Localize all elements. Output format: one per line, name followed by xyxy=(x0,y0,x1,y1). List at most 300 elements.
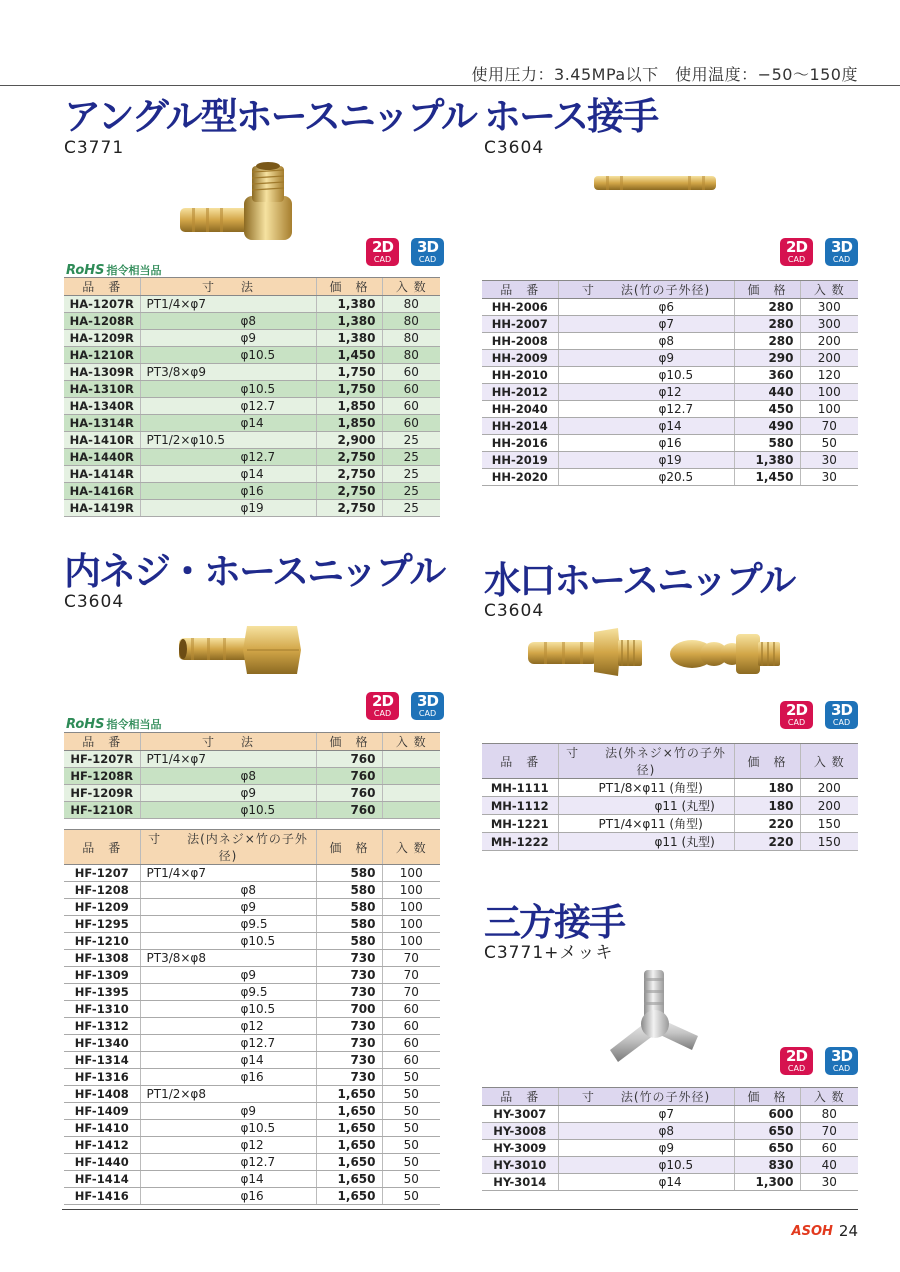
col-header: 寸 法 xyxy=(140,278,316,296)
spec-table-hose xyxy=(482,280,858,486)
price-cell: 580 xyxy=(316,933,382,950)
quantity-cell: 25 xyxy=(382,500,440,517)
part-number-cell: HF-1316 xyxy=(64,1069,140,1086)
dimension-cell: φ9 xyxy=(140,330,316,347)
price-cell: 700 xyxy=(316,1001,382,1018)
faucet-nipple-image xyxy=(522,622,792,682)
price-cell: 440 xyxy=(734,384,800,401)
quantity-cell: 60 xyxy=(382,415,440,432)
part-number-cell: HF-1295 xyxy=(64,916,140,933)
price-cell: 360 xyxy=(734,367,800,384)
price-cell: 580 xyxy=(734,435,800,452)
cad-badges-angle xyxy=(366,238,444,266)
quantity-cell: 60 xyxy=(382,1035,440,1052)
col-header: 品 番 xyxy=(482,281,558,299)
price-cell: 650 xyxy=(734,1140,800,1157)
part-number-cell: HF-1208 xyxy=(64,882,140,899)
price-cell: 760 xyxy=(316,751,382,768)
table-row xyxy=(64,967,440,984)
dimension-cell: φ8 xyxy=(558,1123,734,1140)
part-number-cell: HF-1207R xyxy=(64,751,140,768)
price-cell: 580 xyxy=(316,865,382,882)
table-row xyxy=(64,1001,440,1018)
part-number-cell: HH-2010 xyxy=(482,367,558,384)
price-cell: 1,650 xyxy=(316,1086,382,1103)
price-cell: 580 xyxy=(316,916,382,933)
dimension-cell: φ10.5 xyxy=(140,802,316,819)
dimension-cell: φ10.5 xyxy=(558,1157,734,1174)
material-faucet: C3604 xyxy=(484,601,545,621)
dimension-cell: φ12 xyxy=(558,384,734,401)
part-number-cell: HA-1310R xyxy=(64,381,140,398)
part-number-cell: HA-1209R xyxy=(64,330,140,347)
dimension-cell: φ14 xyxy=(140,1171,316,1188)
price-cell: 290 xyxy=(734,350,800,367)
hose-joint-image xyxy=(592,168,718,198)
dimension-cell: φ20.5 xyxy=(558,469,734,486)
quantity-cell: 60 xyxy=(382,398,440,415)
price-cell: 280 xyxy=(734,299,800,316)
table-row xyxy=(64,899,440,916)
usage-conditions: 使用圧力：3.45MPa以下 使用温度：−50〜150度 xyxy=(471,65,858,84)
table-row xyxy=(64,330,440,347)
table-row xyxy=(64,1188,440,1205)
cad-badges-hose xyxy=(780,238,858,266)
table-row xyxy=(64,950,440,967)
quantity-cell: 50 xyxy=(382,1086,440,1103)
price-cell: 450 xyxy=(734,401,800,418)
cad-3d-badge[interactable]: 3D CAD xyxy=(825,1047,858,1075)
part-number-cell: MH-1112 xyxy=(482,797,558,815)
price-cell: 1,380 xyxy=(316,313,382,330)
part-number-cell: HF-1440 xyxy=(64,1154,140,1171)
table-row xyxy=(482,1123,858,1140)
quantity-cell: 60 xyxy=(382,364,440,381)
table-row xyxy=(64,483,440,500)
table-row xyxy=(482,1157,858,1174)
dimension-cell: PT1/4×φ11 (角型) xyxy=(558,815,734,833)
table-row xyxy=(64,432,440,449)
part-number-cell: HA-1210R xyxy=(64,347,140,364)
quantity-cell: 200 xyxy=(800,779,858,797)
dimension-cell: φ14 xyxy=(140,466,316,483)
quantity-cell: 50 xyxy=(382,1154,440,1171)
cad-3d-badge[interactable]: 3D CAD xyxy=(825,701,858,729)
part-number-cell: MH-1221 xyxy=(482,815,558,833)
col-header: 価 格 xyxy=(316,830,382,865)
material-angle: C3771 xyxy=(64,138,125,158)
col-header: 品 番 xyxy=(64,830,140,865)
dimension-cell: φ16 xyxy=(558,435,734,452)
dimension-cell: φ12.7 xyxy=(140,1154,316,1171)
price-cell: 650 xyxy=(734,1123,800,1140)
dimension-cell: φ14 xyxy=(140,415,316,432)
table-row xyxy=(64,466,440,483)
price-cell: 1,650 xyxy=(316,1120,382,1137)
price-cell: 1,450 xyxy=(316,347,382,364)
quantity-cell: 80 xyxy=(382,330,440,347)
table-row xyxy=(64,1069,440,1086)
part-number-cell: HA-1416R xyxy=(64,483,140,500)
part-number-cell: HH-2019 xyxy=(482,452,558,469)
quantity-cell: 80 xyxy=(800,1106,858,1123)
tee-joint-image xyxy=(600,966,710,1070)
part-number-cell: HF-1395 xyxy=(64,984,140,1001)
table-row xyxy=(482,797,858,815)
price-cell: 180 xyxy=(734,797,800,815)
quantity-cell: 100 xyxy=(382,899,440,916)
cad-3d-badge[interactable]: 3D CAD xyxy=(825,238,858,266)
price-cell: 2,750 xyxy=(316,483,382,500)
dimension-cell: φ7 xyxy=(558,316,734,333)
section-title-hose: ホース接手 xyxy=(484,95,658,138)
part-number-cell: HH-2014 xyxy=(482,418,558,435)
quantity-cell: 40 xyxy=(800,1157,858,1174)
material-hose: C3604 xyxy=(484,138,545,158)
col-header: 価 格 xyxy=(734,744,800,779)
dimension-cell: φ12 xyxy=(140,1018,316,1035)
table-row xyxy=(64,500,440,517)
dimension-cell: PT1/8×φ11 (角型) xyxy=(558,779,734,797)
cad-3d-badge[interactable]: 3D CAD xyxy=(411,238,444,266)
dimension-cell: φ10.5 xyxy=(558,367,734,384)
quantity-cell: 50 xyxy=(382,1103,440,1120)
part-number-cell: HA-1207R xyxy=(64,296,140,313)
part-number-cell: HY-3014 xyxy=(482,1174,558,1191)
quantity-cell: 150 xyxy=(800,815,858,833)
quantity-cell: 80 xyxy=(382,347,440,364)
part-number-cell: HF-1208R xyxy=(64,768,140,785)
dimension-cell: φ16 xyxy=(140,1069,316,1086)
part-number-cell: HF-1209R xyxy=(64,785,140,802)
part-number-cell: HA-1340R xyxy=(64,398,140,415)
table-row xyxy=(64,865,440,882)
part-number-cell: HA-1414R xyxy=(64,466,140,483)
part-number-cell: HF-1207 xyxy=(64,865,140,882)
price-cell: 1,650 xyxy=(316,1103,382,1120)
part-number-cell: MH-1222 xyxy=(482,833,558,851)
dimension-cell: φ9 xyxy=(558,1140,734,1157)
cad-2d-badge[interactable]: 2D CAD xyxy=(780,238,813,266)
dimension-cell: φ10.5 xyxy=(140,1001,316,1018)
quantity-cell: 80 xyxy=(382,313,440,330)
price-cell: 180 xyxy=(734,779,800,797)
quantity-cell: 100 xyxy=(382,865,440,882)
quantity-cell: 300 xyxy=(800,299,858,316)
part-number-cell: HH-2008 xyxy=(482,333,558,350)
section-title-female: 内ネジ・ホースニップル xyxy=(64,550,445,593)
table-row xyxy=(482,833,858,851)
table-row xyxy=(64,1035,440,1052)
cad-badges-female xyxy=(366,692,444,720)
col-header: 価 格 xyxy=(316,278,382,296)
quantity-cell: 50 xyxy=(382,1069,440,1086)
part-number-cell: HF-1412 xyxy=(64,1137,140,1154)
price-cell: 1,380 xyxy=(734,452,800,469)
table-row xyxy=(64,415,440,432)
price-cell: 1,300 xyxy=(734,1174,800,1191)
dimension-cell: φ8 xyxy=(558,333,734,350)
table-row xyxy=(64,381,440,398)
quantity-cell: 200 xyxy=(800,350,858,367)
female-nipple-image xyxy=(175,620,305,680)
part-number-cell: HH-2012 xyxy=(482,384,558,401)
price-cell: 1,380 xyxy=(316,296,382,313)
price-cell: 760 xyxy=(316,785,382,802)
quantity-cell: 70 xyxy=(382,967,440,984)
table-row xyxy=(64,984,440,1001)
dimension-cell: φ9.5 xyxy=(140,916,316,933)
quantity-cell: 30 xyxy=(800,469,858,486)
part-number-cell: HA-1309R xyxy=(64,364,140,381)
page-number: 24 xyxy=(838,1222,858,1240)
col-header: 寸 法(竹の子外径) xyxy=(558,1088,734,1106)
rohs-label-female: RoHS 指令相当品 xyxy=(66,717,162,732)
price-cell: 2,900 xyxy=(316,432,382,449)
table-row xyxy=(64,449,440,466)
dimension-cell: PT3/8×φ8 xyxy=(140,950,316,967)
price-cell: 760 xyxy=(316,802,382,819)
col-header: 価 格 xyxy=(734,281,800,299)
page-footer xyxy=(792,1222,858,1240)
table-row xyxy=(64,1154,440,1171)
part-number-cell: HH-2009 xyxy=(482,350,558,367)
part-number-cell: HF-1416 xyxy=(64,1188,140,1205)
table-row xyxy=(482,1140,858,1157)
col-header: 品 番 xyxy=(64,733,140,751)
part-number-cell: HF-1308 xyxy=(64,950,140,967)
part-number-cell: HF-1414 xyxy=(64,1171,140,1188)
quantity-cell: 100 xyxy=(800,384,858,401)
table-row xyxy=(482,452,858,469)
table-row xyxy=(482,384,858,401)
quantity-cell xyxy=(382,751,440,768)
dimension-cell: φ11 (丸型) xyxy=(558,833,734,851)
part-number-cell: HA-1419R xyxy=(64,500,140,517)
part-number-cell: HH-2020 xyxy=(482,469,558,486)
table-row xyxy=(64,1103,440,1120)
part-number-cell: HF-1340 xyxy=(64,1035,140,1052)
table-row xyxy=(482,299,858,316)
col-header: 寸 法(竹の子外径) xyxy=(558,281,734,299)
dimension-cell: PT1/2×φ8 xyxy=(140,1086,316,1103)
quantity-cell: 100 xyxy=(382,882,440,899)
table-row xyxy=(482,333,858,350)
price-cell: 760 xyxy=(316,768,382,785)
part-number-cell: HF-1408 xyxy=(64,1086,140,1103)
dimension-cell: φ10.5 xyxy=(140,1120,316,1137)
price-cell: 730 xyxy=(316,984,382,1001)
dimension-cell: PT1/2×φ10.5 xyxy=(140,432,316,449)
table-row xyxy=(64,1171,440,1188)
quantity-cell: 60 xyxy=(382,381,440,398)
quantity-cell xyxy=(382,785,440,802)
top-rule xyxy=(0,85,900,86)
table-row xyxy=(64,398,440,415)
price-cell: 1,450 xyxy=(734,469,800,486)
price-cell: 730 xyxy=(316,950,382,967)
price-cell: 730 xyxy=(316,1035,382,1052)
price-cell: 1,380 xyxy=(316,330,382,347)
quantity-cell: 60 xyxy=(382,1052,440,1069)
cad-2d-badge[interactable]: 2D CAD xyxy=(366,238,399,266)
dimension-cell: φ9 xyxy=(140,1103,316,1120)
table-row xyxy=(64,933,440,950)
part-number-cell: HF-1409 xyxy=(64,1103,140,1120)
price-cell: 2,750 xyxy=(316,449,382,466)
col-header: 寸 法 xyxy=(140,733,316,751)
section-title-angle: アングル型ホースニップル xyxy=(64,95,476,138)
col-header: 品 番 xyxy=(64,278,140,296)
dimension-cell: φ6 xyxy=(558,299,734,316)
quantity-cell: 100 xyxy=(800,401,858,418)
table-row xyxy=(64,1137,440,1154)
price-cell: 220 xyxy=(734,815,800,833)
spec-table-angle xyxy=(64,277,440,517)
dimension-cell: φ14 xyxy=(140,1052,316,1069)
col-header: 入 数 xyxy=(800,1088,858,1106)
col-header: 入 数 xyxy=(800,281,858,299)
part-number-cell: HA-1440R xyxy=(64,449,140,466)
table-row xyxy=(64,1086,440,1103)
dimension-cell: φ9 xyxy=(558,350,734,367)
cad-2d-badge[interactable]: 2D CAD xyxy=(780,701,813,729)
bottom-rule xyxy=(62,1209,858,1210)
price-cell: 580 xyxy=(316,882,382,899)
price-cell: 1,650 xyxy=(316,1171,382,1188)
price-cell: 1,750 xyxy=(316,364,382,381)
dimension-cell: PT1/4×φ7 xyxy=(140,865,316,882)
quantity-cell: 30 xyxy=(800,452,858,469)
dimension-cell: φ12.7 xyxy=(140,1035,316,1052)
table-row xyxy=(64,296,440,313)
quantity-cell: 50 xyxy=(382,1137,440,1154)
price-cell: 1,650 xyxy=(316,1188,382,1205)
price-cell: 490 xyxy=(734,418,800,435)
table-row xyxy=(64,882,440,899)
quantity-cell: 70 xyxy=(382,950,440,967)
spec-table-tee xyxy=(482,1087,858,1191)
section-title-faucet: 水口ホースニップル xyxy=(484,559,795,602)
table-row xyxy=(482,435,858,452)
material-tee: C3771+メッキ xyxy=(484,943,614,963)
quantity-cell: 300 xyxy=(800,316,858,333)
part-number-cell: HY-3007 xyxy=(482,1106,558,1123)
quantity-cell: 50 xyxy=(382,1171,440,1188)
quantity-cell: 200 xyxy=(800,797,858,815)
brand-logo: ASOH xyxy=(791,1223,833,1239)
material-female: C3604 xyxy=(64,592,125,612)
quantity-cell: 50 xyxy=(382,1188,440,1205)
dimension-cell: φ7 xyxy=(558,1106,734,1123)
col-header: 入 数 xyxy=(382,830,440,865)
table-row xyxy=(64,802,440,819)
col-header: 品 番 xyxy=(482,1088,558,1106)
price-cell: 580 xyxy=(316,899,382,916)
part-number-cell: HA-1208R xyxy=(64,313,140,330)
part-number-cell: HH-2016 xyxy=(482,435,558,452)
cad-3d-badge[interactable]: 3D CAD xyxy=(411,692,444,720)
price-cell: 730 xyxy=(316,1052,382,1069)
cad-badges-faucet xyxy=(780,701,858,729)
part-number-cell: HF-1309 xyxy=(64,967,140,984)
quantity-cell: 70 xyxy=(800,1123,858,1140)
part-number-cell: MH-1111 xyxy=(482,779,558,797)
dimension-cell: PT3/8×φ9 xyxy=(140,364,316,381)
table-row xyxy=(64,347,440,364)
part-number-cell: HY-3009 xyxy=(482,1140,558,1157)
price-cell: 830 xyxy=(734,1157,800,1174)
table-row xyxy=(64,916,440,933)
quantity-cell: 25 xyxy=(382,466,440,483)
part-number-cell: HA-1314R xyxy=(64,415,140,432)
table-row xyxy=(482,401,858,418)
table-row xyxy=(64,751,440,768)
part-number-cell: HF-1210 xyxy=(64,933,140,950)
table-row xyxy=(64,785,440,802)
price-cell: 220 xyxy=(734,833,800,851)
price-cell: 280 xyxy=(734,316,800,333)
dimension-cell: φ8 xyxy=(140,882,316,899)
part-number-cell: HF-1410 xyxy=(64,1120,140,1137)
cad-2d-badge[interactable]: 2D CAD xyxy=(366,692,399,720)
dimension-cell: φ10.5 xyxy=(140,381,316,398)
col-header: 入 数 xyxy=(382,733,440,751)
part-number-cell: HY-3010 xyxy=(482,1157,558,1174)
col-header: 寸 法(内ネジ×竹の子外径) xyxy=(140,830,316,865)
angle-nipple-image xyxy=(172,160,302,250)
quantity-cell: 60 xyxy=(800,1140,858,1157)
table-row xyxy=(64,768,440,785)
part-number-cell: HF-1210R xyxy=(64,802,140,819)
spec-table-faucet xyxy=(482,743,858,851)
quantity-cell: 80 xyxy=(382,296,440,313)
quantity-cell xyxy=(382,768,440,785)
dimension-cell: PT1/4×φ7 xyxy=(140,296,316,313)
table-row xyxy=(64,1120,440,1137)
table-row xyxy=(482,1106,858,1123)
quantity-cell: 50 xyxy=(800,435,858,452)
dimension-cell: φ10.5 xyxy=(140,347,316,364)
dimension-cell: φ8 xyxy=(140,768,316,785)
table-row xyxy=(64,1018,440,1035)
dimension-cell: PT1/4×φ7 xyxy=(140,751,316,768)
quantity-cell: 30 xyxy=(800,1174,858,1191)
price-cell: 730 xyxy=(316,1069,382,1086)
price-cell: 1,650 xyxy=(316,1137,382,1154)
col-header: 価 格 xyxy=(316,733,382,751)
quantity-cell: 120 xyxy=(800,367,858,384)
price-cell: 1,850 xyxy=(316,398,382,415)
cad-2d-badge[interactable]: 2D CAD xyxy=(780,1047,813,1075)
col-header: 寸 法(外ネジ×竹の子外径) xyxy=(558,744,734,779)
quantity-cell: 25 xyxy=(382,449,440,466)
table-row xyxy=(482,469,858,486)
dimension-cell: φ8 xyxy=(140,313,316,330)
spec-table-female-rohs xyxy=(64,732,440,819)
quantity-cell: 25 xyxy=(382,483,440,500)
part-number-cell: HF-1209 xyxy=(64,899,140,916)
quantity-cell: 60 xyxy=(382,1018,440,1035)
price-cell: 1,850 xyxy=(316,415,382,432)
cad-badges-tee xyxy=(780,1047,858,1075)
quantity-cell: 50 xyxy=(382,1120,440,1137)
quantity-cell: 100 xyxy=(382,916,440,933)
price-cell: 2,750 xyxy=(316,500,382,517)
table-row xyxy=(64,364,440,381)
price-cell: 1,750 xyxy=(316,381,382,398)
col-header: 品 番 xyxy=(482,744,558,779)
